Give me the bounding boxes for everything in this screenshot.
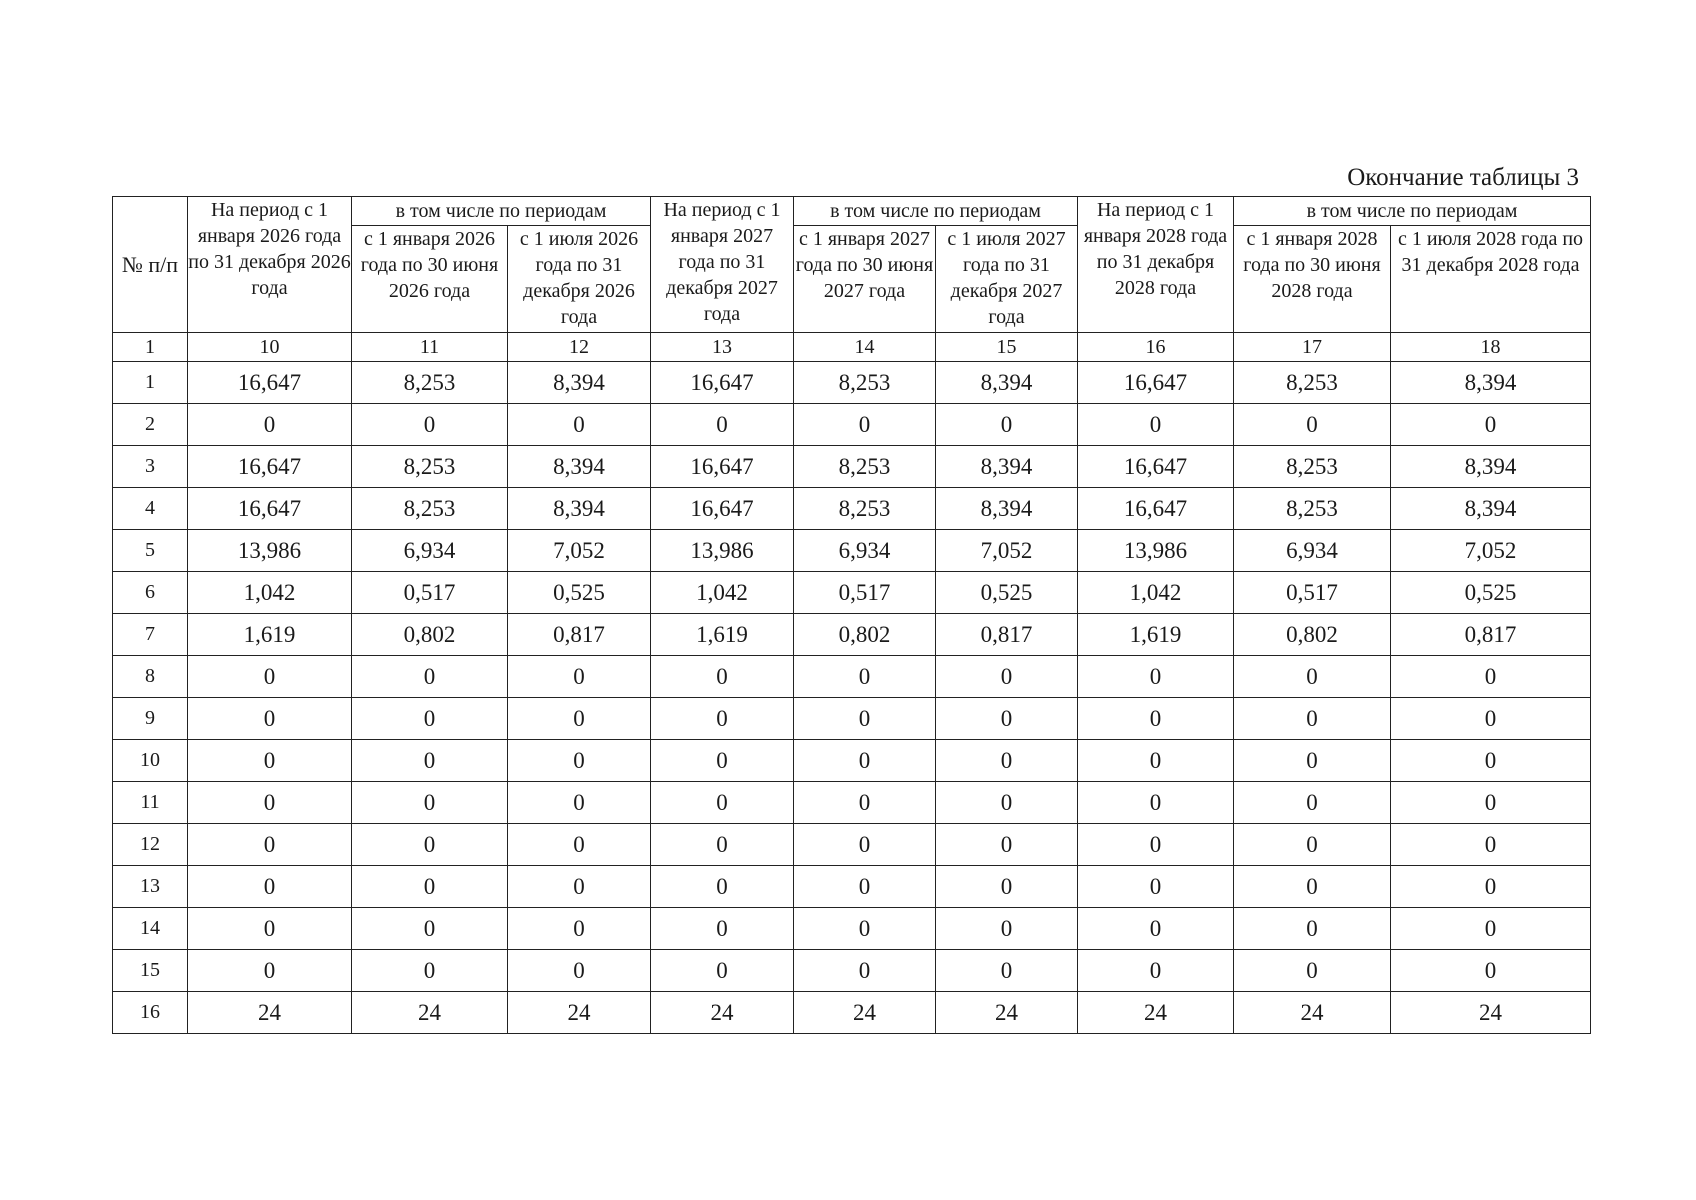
- value-cell: 1,042: [1078, 572, 1234, 614]
- value-cell: 8,394: [936, 446, 1078, 488]
- value-cell: 0: [1078, 782, 1234, 824]
- value-cell: 0: [1391, 656, 1591, 698]
- value-cell: 8,394: [1391, 446, 1591, 488]
- value-cell: 0: [508, 740, 651, 782]
- column-number-cell: 16: [1078, 333, 1234, 362]
- value-cell: 0: [508, 698, 651, 740]
- value-cell: 0: [1234, 656, 1391, 698]
- value-cell: 0: [1078, 740, 1234, 782]
- column-number-cell: 11: [352, 333, 508, 362]
- value-cell: 0: [188, 740, 352, 782]
- table-row: [113, 698, 1591, 740]
- value-cell: 0: [794, 698, 936, 740]
- row-number-cell: 8: [113, 656, 188, 698]
- row-number-cell: 14: [113, 908, 188, 950]
- value-cell: 24: [352, 992, 508, 1034]
- value-cell: 24: [794, 992, 936, 1034]
- value-cell: 13,986: [1078, 530, 1234, 572]
- value-cell: 0,817: [1391, 614, 1591, 656]
- value-cell: 0: [352, 740, 508, 782]
- value-cell: 0: [188, 950, 352, 992]
- table-body: [113, 362, 1591, 1034]
- row-number-cell: 7: [113, 614, 188, 656]
- value-cell: 0: [508, 404, 651, 446]
- value-cell: 0: [188, 908, 352, 950]
- value-cell: 0: [188, 824, 352, 866]
- value-cell: 0: [651, 908, 794, 950]
- table-row: [113, 446, 1591, 488]
- table-row: [113, 782, 1591, 824]
- value-cell: 0: [936, 656, 1078, 698]
- value-cell: 0: [936, 404, 1078, 446]
- value-cell: 0: [1078, 824, 1234, 866]
- value-cell: 0: [1391, 782, 1591, 824]
- value-cell: 0: [508, 866, 651, 908]
- value-cell: 0: [508, 782, 651, 824]
- data-table: [112, 196, 1591, 1034]
- value-cell: 0: [1078, 656, 1234, 698]
- value-cell: 0: [794, 950, 936, 992]
- value-cell: 8,253: [352, 362, 508, 404]
- value-cell: 0: [936, 950, 1078, 992]
- value-cell: 0: [1234, 824, 1391, 866]
- row-number-cell: 5: [113, 530, 188, 572]
- value-cell: 0: [936, 908, 1078, 950]
- table-row: [113, 488, 1591, 530]
- value-cell: 24: [936, 992, 1078, 1034]
- value-cell: 0: [936, 866, 1078, 908]
- value-cell: 8,253: [794, 446, 936, 488]
- value-cell: 0: [352, 404, 508, 446]
- value-cell: 24: [1078, 992, 1234, 1034]
- row-number-cell: 16: [113, 992, 188, 1034]
- value-cell: 0: [352, 950, 508, 992]
- value-cell: 7,052: [508, 530, 651, 572]
- value-cell: 8,253: [352, 488, 508, 530]
- value-cell: 0,817: [508, 614, 651, 656]
- value-cell: 16,647: [188, 362, 352, 404]
- value-cell: 16,647: [1078, 362, 1234, 404]
- value-cell: 0: [651, 866, 794, 908]
- value-cell: 8,394: [936, 362, 1078, 404]
- value-cell: 0: [1234, 740, 1391, 782]
- value-cell: 24: [651, 992, 794, 1034]
- value-cell: 0: [1391, 950, 1591, 992]
- value-cell: 24: [1391, 992, 1591, 1034]
- header-2027-h1: с 1 января 2027 года по 30 июня 2027 года: [794, 226, 936, 333]
- value-cell: 0,525: [936, 572, 1078, 614]
- header-2026-group: в том числе по периодам: [352, 197, 651, 226]
- value-cell: 0: [936, 782, 1078, 824]
- table-row: [113, 362, 1591, 404]
- value-cell: 0: [794, 908, 936, 950]
- value-cell: 0: [352, 656, 508, 698]
- value-cell: 16,647: [1078, 488, 1234, 530]
- value-cell: 1,619: [188, 614, 352, 656]
- value-cell: 0: [1391, 908, 1591, 950]
- value-cell: 1,042: [651, 572, 794, 614]
- value-cell: 0: [1391, 740, 1591, 782]
- value-cell: 8,394: [1391, 362, 1591, 404]
- value-cell: 0: [651, 782, 794, 824]
- value-cell: 0: [651, 656, 794, 698]
- row-number-cell: 3: [113, 446, 188, 488]
- value-cell: 24: [188, 992, 352, 1034]
- value-cell: 0: [794, 866, 936, 908]
- value-cell: 0: [1078, 698, 1234, 740]
- row-number-cell: 6: [113, 572, 188, 614]
- value-cell: 0,517: [1234, 572, 1391, 614]
- column-number-cell: 18: [1391, 333, 1591, 362]
- value-cell: 0: [794, 824, 936, 866]
- value-cell: 0: [794, 740, 936, 782]
- value-cell: 8,253: [1234, 362, 1391, 404]
- value-cell: 8,394: [508, 488, 651, 530]
- value-cell: 16,647: [188, 446, 352, 488]
- value-cell: 0: [1234, 908, 1391, 950]
- value-cell: 0: [1234, 866, 1391, 908]
- value-cell: 0: [794, 656, 936, 698]
- header-row-number: № п/п: [113, 197, 188, 333]
- value-cell: 0,525: [1391, 572, 1591, 614]
- value-cell: 13,986: [651, 530, 794, 572]
- column-number-cell: 17: [1234, 333, 1391, 362]
- value-cell: 0: [188, 404, 352, 446]
- value-cell: 0: [651, 824, 794, 866]
- column-number-cell: 12: [508, 333, 651, 362]
- value-cell: 1,042: [188, 572, 352, 614]
- value-cell: 16,647: [651, 446, 794, 488]
- value-cell: 13,986: [188, 530, 352, 572]
- value-cell: 0: [794, 404, 936, 446]
- value-cell: 16,647: [651, 362, 794, 404]
- value-cell: 0: [651, 740, 794, 782]
- value-cell: 24: [508, 992, 651, 1034]
- header-2027-group: в том числе по периодам: [794, 197, 1078, 226]
- value-cell: 0: [1234, 698, 1391, 740]
- table-row: [113, 530, 1591, 572]
- value-cell: 0: [1391, 824, 1591, 866]
- table-row: [113, 614, 1591, 656]
- value-cell: 1,619: [651, 614, 794, 656]
- value-cell: 0: [352, 824, 508, 866]
- value-cell: 0: [352, 782, 508, 824]
- value-cell: 6,934: [352, 530, 508, 572]
- value-cell: 8,253: [1234, 488, 1391, 530]
- table-row: [113, 950, 1591, 992]
- row-number-cell: 15: [113, 950, 188, 992]
- value-cell: 0,517: [794, 572, 936, 614]
- row-number-cell: 9: [113, 698, 188, 740]
- value-cell: 0,517: [352, 572, 508, 614]
- value-cell: 8,394: [936, 488, 1078, 530]
- value-cell: 0: [1234, 404, 1391, 446]
- header-2027-h2: с 1 июля 2027 года по 31 декабря 2027 года: [936, 226, 1078, 333]
- value-cell: 0: [1078, 404, 1234, 446]
- column-number-cell: 15: [936, 333, 1078, 362]
- table-row: [113, 992, 1591, 1034]
- value-cell: 0: [508, 908, 651, 950]
- header-2026-h2: с 1 июля 2026 года по 31 декабря 2026 года: [508, 226, 651, 333]
- value-cell: 0: [794, 782, 936, 824]
- value-cell: 0: [1391, 404, 1591, 446]
- value-cell: 0: [508, 950, 651, 992]
- header-2028-total: На период с 1 января 2028 года по 31 декабря 2028 года: [1078, 197, 1234, 333]
- value-cell: 0: [352, 698, 508, 740]
- value-cell: 0,802: [1234, 614, 1391, 656]
- value-cell: 0: [188, 656, 352, 698]
- value-cell: 0: [936, 698, 1078, 740]
- value-cell: 8,253: [1234, 446, 1391, 488]
- value-cell: 0: [1078, 866, 1234, 908]
- value-cell: 0,817: [936, 614, 1078, 656]
- value-cell: 1,619: [1078, 614, 1234, 656]
- value-cell: 0: [651, 404, 794, 446]
- value-cell: 7,052: [936, 530, 1078, 572]
- column-number-cell: 1: [113, 333, 188, 362]
- value-cell: 8,394: [508, 362, 651, 404]
- header-2026-h1: с 1 января 2026 года по 30 июня 2026 года: [352, 226, 508, 333]
- value-cell: 0: [508, 824, 651, 866]
- column-number-cell: 14: [794, 333, 936, 362]
- value-cell: 6,934: [1234, 530, 1391, 572]
- row-number-cell: 2: [113, 404, 188, 446]
- value-cell: 0: [188, 698, 352, 740]
- value-cell: 0: [508, 656, 651, 698]
- value-cell: 0,802: [794, 614, 936, 656]
- table-row: [113, 572, 1591, 614]
- value-cell: 6,934: [794, 530, 936, 572]
- value-cell: 16,647: [188, 488, 352, 530]
- value-cell: 0: [1234, 950, 1391, 992]
- value-cell: 0: [352, 908, 508, 950]
- value-cell: 0: [352, 866, 508, 908]
- header-2026-total: На период с 1 января 2026 года по 31 декабря 2026 года: [188, 197, 352, 333]
- header-2028-h2: с 1 июля 2028 года по 31 декабря 2028 года: [1391, 226, 1591, 333]
- value-cell: 8,253: [794, 362, 936, 404]
- header-2028-h1: с 1 января 2028 года по 30 июня 2028 года: [1234, 226, 1391, 333]
- value-cell: 24: [1234, 992, 1391, 1034]
- value-cell: 0: [936, 740, 1078, 782]
- value-cell: 0: [1078, 950, 1234, 992]
- value-cell: 0,802: [352, 614, 508, 656]
- row-number-cell: 10: [113, 740, 188, 782]
- value-cell: 0: [1078, 908, 1234, 950]
- value-cell: 0: [936, 824, 1078, 866]
- row-number-cell: 12: [113, 824, 188, 866]
- value-cell: 8,394: [508, 446, 651, 488]
- table-row: [113, 740, 1591, 782]
- value-cell: 16,647: [651, 488, 794, 530]
- column-number-row: [113, 333, 1591, 362]
- value-cell: 8,394: [1391, 488, 1591, 530]
- table-row: [113, 866, 1591, 908]
- row-number-cell: 11: [113, 782, 188, 824]
- row-number-cell: 4: [113, 488, 188, 530]
- value-cell: 0: [1391, 698, 1591, 740]
- table-row: [113, 824, 1591, 866]
- table-caption: Окончание таблицы 3: [1347, 164, 1579, 191]
- table-row: [113, 656, 1591, 698]
- row-number-cell: 1: [113, 362, 188, 404]
- table-row: [113, 404, 1591, 446]
- value-cell: 8,253: [794, 488, 936, 530]
- value-cell: 0: [1391, 866, 1591, 908]
- value-cell: 0: [1234, 782, 1391, 824]
- value-cell: 0,525: [508, 572, 651, 614]
- table-row: [113, 908, 1591, 950]
- header-2028-group: в том числе по периодам: [1234, 197, 1591, 226]
- value-cell: 0: [651, 950, 794, 992]
- value-cell: 0: [651, 698, 794, 740]
- value-cell: 8,253: [352, 446, 508, 488]
- value-cell: 0: [188, 782, 352, 824]
- value-cell: 0: [188, 866, 352, 908]
- value-cell: 7,052: [1391, 530, 1591, 572]
- column-number-cell: 10: [188, 333, 352, 362]
- row-number-cell: 13: [113, 866, 188, 908]
- column-number-cell: 13: [651, 333, 794, 362]
- value-cell: 16,647: [1078, 446, 1234, 488]
- header-2027-total: На период с 1 января 2027 года по 31 декабря 2027 года: [651, 197, 794, 333]
